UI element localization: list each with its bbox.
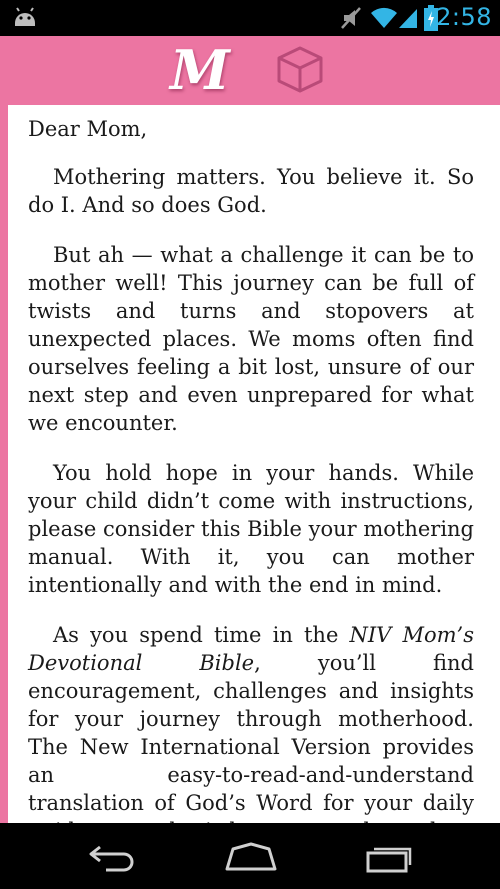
paragraph-4-start: As you spend time in the (53, 623, 350, 647)
paragraph-4-end: , you’ll find encouragement, challenges and insights for your journey through motherhood. The New International Version provides an easy-to-read-and-understand translation of God’s Word for your daily (28, 651, 475, 815)
book-title: NIV Mom’s Devotional Bible (28, 623, 474, 675)
signal-icon (398, 7, 418, 33)
paragraph-1: Mothering matters. You believe it. So do I. And so does God. (28, 165, 474, 217)
paragraph-3: You hold hope in your hands. While your child didn’t come with instructions, please consider this Bible your mothering manual. With it, you can mother intentionally and with the end in mind. (28, 461, 474, 597)
mute-icon (340, 6, 362, 34)
box-icon[interactable] (274, 44, 326, 98)
android-icon (12, 7, 38, 31)
status-bar (0, 0, 500, 36)
app-header (0, 36, 500, 105)
nav-bar (0, 823, 500, 889)
back-icon[interactable] (86, 841, 136, 877)
reading-page[interactable] (8, 105, 500, 823)
app-logo[interactable]: M (170, 38, 230, 102)
letter-text (8, 105, 500, 873)
recents-icon[interactable] (364, 841, 416, 877)
status-clock: 2:58 (436, 3, 492, 31)
home-icon[interactable] (224, 841, 278, 877)
paragraph-2: But ah — what a challenge it can be to mother well! This journey can be full of twists and turns and stopovers at unexpected places. We moms often find ourselves feeling a bit lost, unsure of our next step and even unprepared for what we encounter. (28, 243, 474, 435)
content-frame (0, 105, 500, 823)
wifi-icon (370, 6, 398, 34)
salutation: Dear Mom, (28, 117, 148, 141)
